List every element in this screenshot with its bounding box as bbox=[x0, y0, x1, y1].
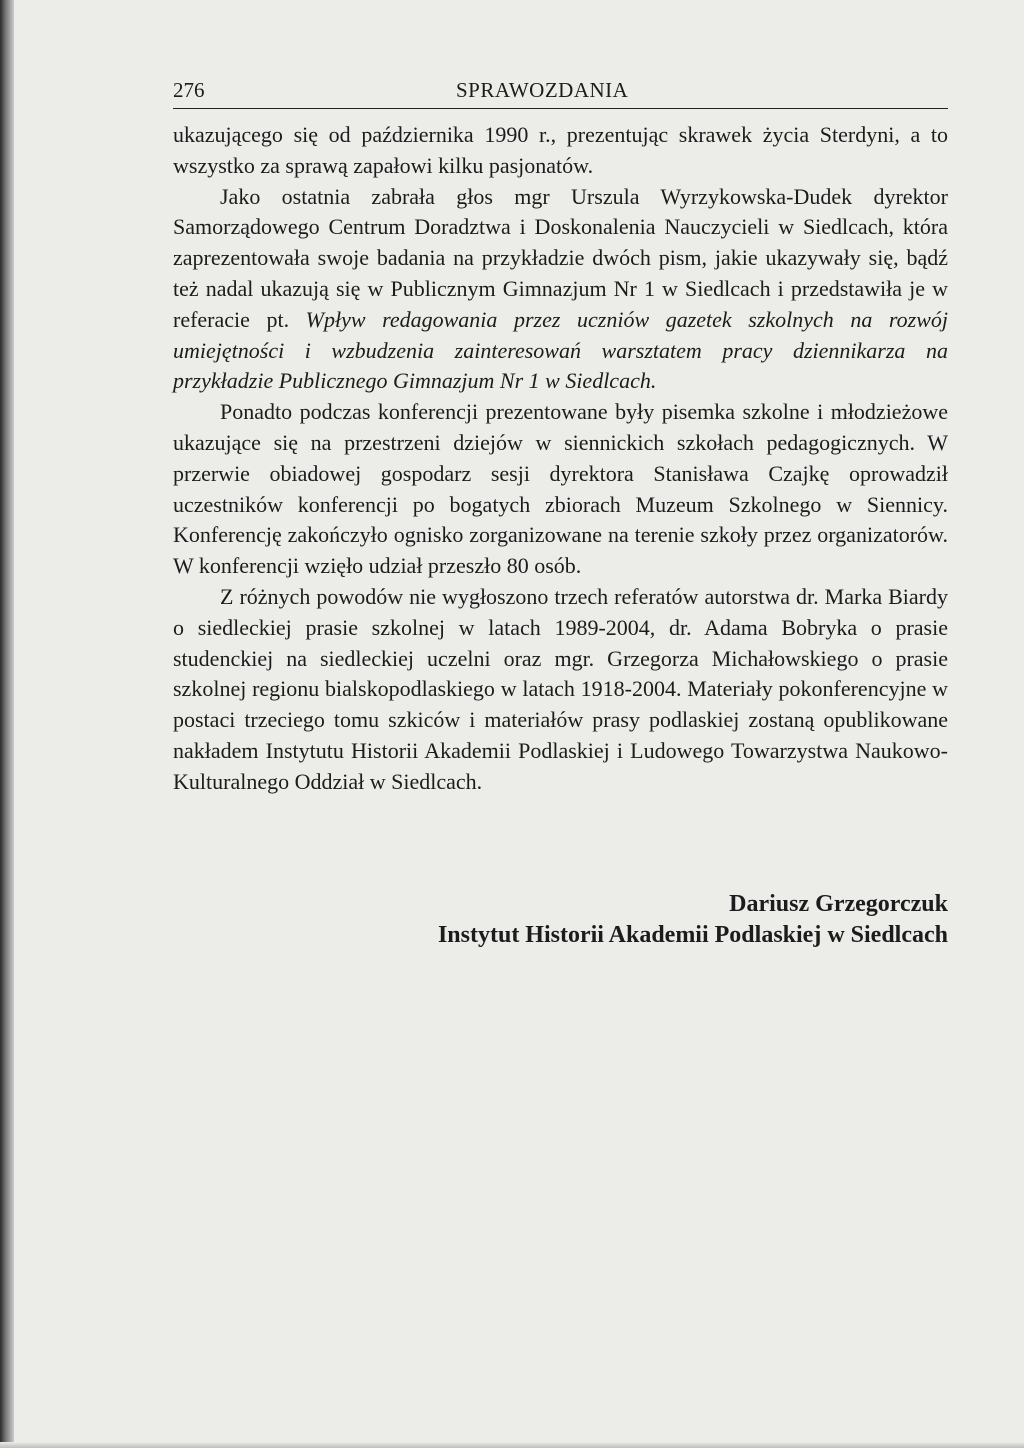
binding-shadow bbox=[0, 0, 14, 1448]
signature-block bbox=[438, 889, 948, 951]
running-head: SPRAWOZDANIA bbox=[456, 78, 629, 102]
paragraph-missing-lectures: Z różnych powodów nie wygłoszono trzech referatów autorstwa dr. Marka Biardy o siedleckiej prasie szkolnej w latach 1989-2004, dr. Adama Bobryka o prasie studenckiej na siedleckiej uczelni oraz mgr. Grzegorza Michałowskiego o prasie szkolnej regionu bialskopodlaskiego w latach 1918-2004. Materiały pokonferencyjne w postaci trzeciego tomu szkiców i materiałów prasy podlaskiej zostaną opublikowane nakładem Instytutu Historii Akademii Podlaskiej i Ludowego Towarzystwa Naukowo-Kulturalnego Oddział w Siedlcach. bbox=[173, 583, 948, 794]
paragraph-continuation: ukazującego się od października 1990 r., prezentując skrawek życia Sterdyni, a to wszystko za sprawą zapałowi kilku pasjonatów. bbox=[173, 122, 948, 178]
paragraph-conference: Ponadto podczas konferencji prezentowane były pisemka szkolne i młodzieżowe ukazujące się na przestrzeni dziejów w siennickich szkołach pedagogicznych. W przerwie obiadowej gospodarz sesji dyrektora Stanisława Czajkę oprowadził uczestników konferencji po bogatych zbiorach Muzeum Szkolnego w Siennicy. Konferencję zakończyło ognisko zorganizowane na terenie szkoły przez organizatorów. W konferencji wzięło udział przeszło 80 osób. bbox=[173, 399, 948, 579]
author-name: Dariusz Grzegorczuk bbox=[729, 891, 948, 917]
page-number: 276 bbox=[173, 78, 205, 102]
page-bottom-edge bbox=[0, 1442, 1024, 1448]
lecture-title: Wpływ redagowania przez uczniów gazetek szkolnych na rozwój umiejętności i wzbudzenia zainteresowań warsztatem pracy dziennikarza na przykładzie Publicznego Gimnazjum Nr 1 w Siedlcach. bbox=[173, 306, 948, 394]
paragraph-wyrzykowska bbox=[173, 182, 948, 398]
page-header bbox=[173, 74, 948, 104]
body-text bbox=[173, 120, 948, 798]
header-rule bbox=[173, 108, 948, 109]
author-affiliation: Instytut Historii Akademii Podlaskiej w Siedlcach bbox=[437, 922, 948, 948]
paragraph-text: Jako ostatnia zabrała głos mgr Urszula Wyrzykowska-Dudek dyrektor Samorządowego Centrum Doradztwa i Doskonalenia Nauczycieli w Siedlcach, która zaprezentowała swoje badania na przykładzie dwóch pism, jakie ukazywały się, bądź też nadal ukazują się w Publicznym Gimnazjum Nr 1 w Siedlcach i przedstawiła je w referacie pt. bbox=[173, 183, 948, 332]
